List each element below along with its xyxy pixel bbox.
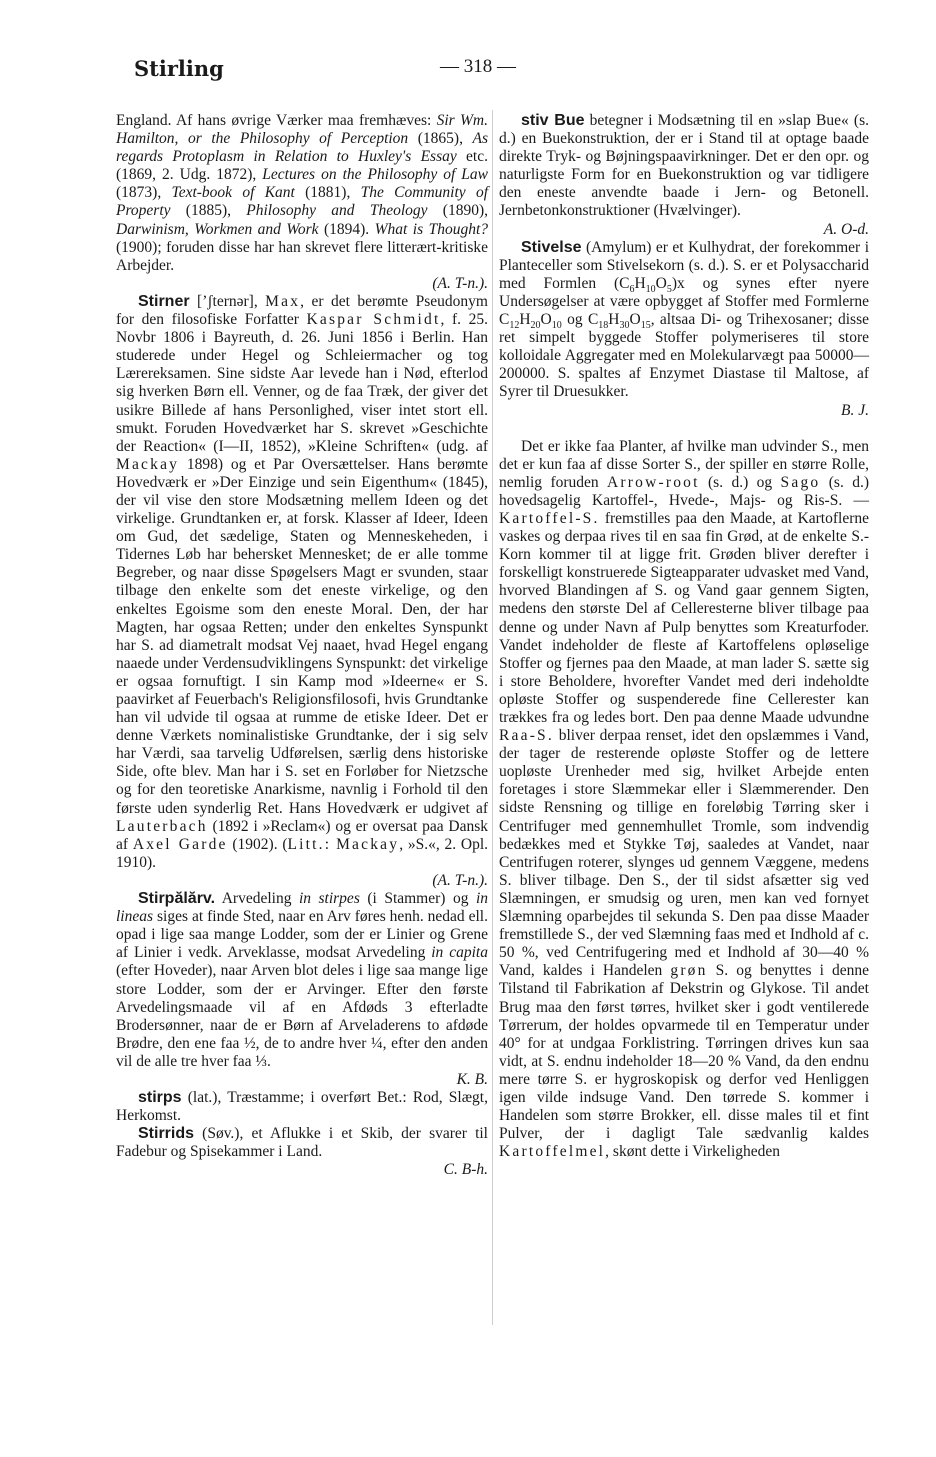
entry-headword: Stivelse — [521, 238, 582, 256]
page-header — [0, 56, 936, 86]
author-signature: (A. T-n.). — [432, 871, 488, 889]
entry-stirps: stirps (lat.), Træstamme; i overført Bet.: Rod, Slægt, Herkomst. — [116, 1089, 488, 1125]
right-column — [499, 112, 869, 1161]
entry-stirrids: Stirrids (Søv.), et Aflukke i et Skib, der svarer til Fadebur og Spisekammer i Land. — [116, 1125, 488, 1161]
author-signature: K. B. — [456, 1070, 488, 1088]
entry-stivelse: Stivelse (Amylum) er et Kulhydrat, der forekommer i Planteceller som Stivelsekorn (s. d.). S. er et Polysaccharid med Formlen $(C_6H_{10}O_5)x$ og synes efter nyere Undersøgelser at være opbygget af Stoffer med Formlerne $C_{12}H_{20}O_{10}$ og $C_{18}H_{30}O_{15}$, altsaa Di- og Trihexosaner; disse ret simpelt byggede Stoffer polymeriseres til store kolloidale Aggregater med en Molekularvægt paa 50000—200000. S. spaltes af Enzymet Diastase til Maltose, af Syrer til Druesukker. — [499, 238, 869, 401]
column-divider — [492, 110, 493, 1325]
page-number: — 318 — — [440, 56, 516, 77]
paragraph-gap — [499, 420, 869, 438]
entry-headword: stirps — [138, 1089, 182, 1107]
entry-headword: stiv Bue — [521, 112, 585, 129]
running-headword: Stirling — [134, 56, 224, 81]
author-signature: B. J. — [841, 401, 869, 419]
entry-stirner: Stirner [ʼʃternər], Max, er det berømte Pseudonym for den filosofiske Forfatter Kaspar Schmidt, f. 25. Novbr 1806 i Bayreuth, d. 26. Juni 1856 i Berlin. Han studerede under Hegel og Schleiermacher og tog Lærereksamen. Sine sidste Aar levede han i Nød, efterlod sig hverken Børn ell. Venner, og de faa Træk, der giver det usikre Billede af hans Personlighed, viser intet stort ell. smukt. Foruden Hovedværket har S. skrevet »Geschichte der Reaction« (I—II, 1852), »Kleine Schriften« (udg. af Mackay 1898) og et Par Oversættelser. Hans berømte Hovedværk er »Der Einzige und sein Eigenthum« (1845), der vil vise den store Modsætning mellem Ideen og det virkelige. Grundtanken er, at forsk. Klasser af Ideer, Ideen om Gud, det sædelige, Staten og Menneskeheden, i Tidernes Løb har behersket Mennesket; de er alle tomme Begreber, og naar disse Spøgelsers Magt er svunden, staar tilbage den enkelte som det eneste virkelige, og den enkeltes Egoisme som den eneste Moral. Den, der har Magten, har ogsaa Retten; under den enkeltes Synspunkt har S. ad diametralt modsat Vej naaet, hvad Hegel engang naaede under Verdensudviklingens Synspunkt: det virkelige er ogsaa fornuftigt. I sin Kamp mod »Ideerne« er S. paavirket af Feuerbach's Religionsfilosofi, hvis Grundtanke han vil udvide til ogsaa at rumme de etiske Ideer. Det er denne Værkets nominalistiske Grundtanke, der i sig selv har Værdi, saa tarvelig Udførelsen, særlig dens historiske Side, ofte blev. Man har i S. set en Forløber for Nietzsche og for den teoretiske Anarkisme, navnlig i Forhold til den første uden synderlig Ret. Hans Hovedværk er udgivet af Lauterbach (1892 i »Reclam«) og er oversat paa Dansk af Axel Garde (1902). (Litt.: Mackay, »S.«, 2. Opl. 1910). — [116, 292, 488, 871]
entry-stiv-bue: stiv Bue betegner i Modsætning til en »slap Bue« (s. d.) en Buekonstruktion, der er i Stand til at optage baade direkte Tryk- og Bøjningspaavirkninger. Det er den opr. og naturligste Form for en Buekonstruktion og var tidligere den eneste anvendte baade i Jern- og Betonell. Jernbetonkonstruktioner (Hvælvinger). — [499, 112, 869, 220]
entry-stivelse-production: Det er ikke faa Planter, af hvilke man udvinder S., men det er kun faa af disse Sorter S., der spiller en større Rolle, nemlig foruden Arrow-root (s. d.) og Sago (s. d.) hovedsagelig Kartoffel-, Hvede-, Majs- og Ris-S. — Kartoffel-S. fremstilles paa den Maade, at Kartoflerne vaskes og derpaa rives til en saa fin Grød, at de enkelte S.-Korn kommer til at ligge frit. Grøden bliver derefter i forskelligt konstruerede Sigteapparater udvasket med Vand, hvorved Blandingen af S. og Vand gaar gennem Sigten, medens den største Del af Celleresterne bliver tilbage paa denne og under Navn af Pulp benyttes som Kreaturfoder. Vandet indeholder de fleste af Kartoffelens opløselige Stoffer og fjernes paa den Maade, at man lader S. sætte sig i store Beholdere, hvorefter Vandet med deri indeholdte opløste Stoffer og suspenderede fine Cellerester kan trækkes fra og ledes bort. Den paa denne Maade udvundne Raa-S. bliver derpaa renset, idet den opslæmmes i Vand, der tager de resterende opløste Stoffer og de lettere uopløste Urenheder med sig, hvilket Arbejde enten foretages i store Slæmmekar eller i Slæmmerender. Den sidste Rensning og tillige en foreløbig Tørring sker i Centrifuger med gennemhullet Tromle, som indvendig bedækkes med et Stykke Tøj, saaledes at Vandet, naar Centrifugen roterer, slynges ud gennem Væggene, medens S. bliver tilbage. Den S., der til sidst afsætter sig ved Slæmningen, er smudsig og uren, men kan ved fornyet Slæmning oparbejdes til sekunda S. Den paa disse Maader fremstillede S., der ved Slæmning faas med et Indhold af c. 50 %, ved Centrifugering med et Indhold af 30—40 % Vand, kaldes i Handelen grøn S. og benyttes i denne Tilstand til Fabrikation af Dekstrin og Glykose. Til andet Brug maa den først tørres, hvilket sker i godt ventilerede Tørrerum, der holdes opvarmede til en Temperatur under 40° for at undgaa Forklistring. Tørringen drives kun saa vidt, at S. endnu indeholder 18—20 % Vand, da den endnu mere tørre S. er hygroskopisk og derfor ved Henliggen igen vilde indsuge Vand. Den tørrede S. kommer i Handelen som større Brokker, ell. disse males til et fint Pulver, der i dagligt Tale sædvanlig kaldes Kartoffelmel, skønt dette i Virkeligheden — [499, 437, 869, 1161]
entry-headword: Stirrids — [138, 1125, 195, 1143]
entry-stirpalarv: Stirpălărv. Arvedeling in stirpes (i Stammer) og in lineas siges at finde Sted, naar en Arv føres henh. nedad ell. opad i lige saa mange Lodder, som der er Linier og Grene af Linier i vedk. Arveklasse, modsat Arvedeling in capita (efter Hoveder), naar Arven blot deles i lige saa mange lige store Lodder, som der er Arvinger. Efter den første Arvedelingsmaade vil af en Afdøds 3 efterladte Brodersønner, naar de er Børn af Arveladerens to afdøde Brødre, den ene faa ½, de to andre hver ¼, efter den anden vil de alle tre hver faa ⅓. — [116, 890, 489, 1070]
left-column — [116, 112, 488, 1180]
author-signature: C. B-h. — [443, 1161, 488, 1179]
author-signature: (A. T-n.). — [432, 274, 488, 292]
entry-headword: Stirner — [138, 292, 190, 310]
entry-stirling-continued: England. Af hans øvrige Værker maa fremhæves: Sir Wm. Hamilton, or the Philosophy of Perception (1865), As regards Protoplasm in Relation to Huxley's Essay etc. (1869, 2. Udg. 1872), Lectures on the Philosophy of Law (1873), Text-book of Kant (1881), The Community of Property (1885), Philosophy and Theology (1890), Darwinism, Workmen and Work (1894). What is Thought? (1900); foruden disse har han skrevet flere litterært-kritiske Arbejder. — [116, 112, 489, 274]
author-signature: A. O-d. — [823, 220, 869, 238]
entry-headword: Stirpălărv. — [138, 890, 216, 908]
